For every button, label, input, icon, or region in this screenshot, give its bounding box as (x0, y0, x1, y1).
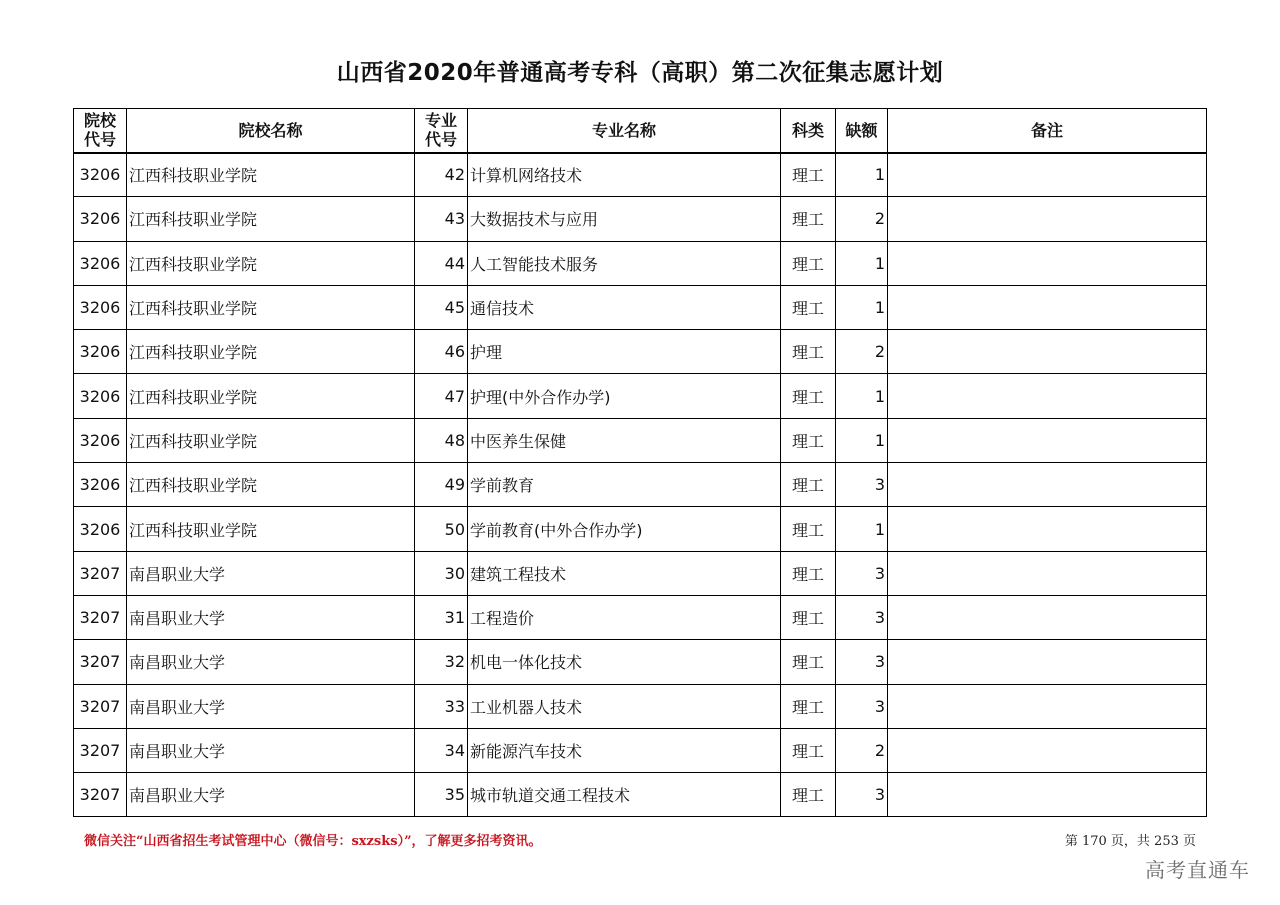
cell-school-name: 南昌职业大学 (127, 551, 415, 595)
cell-category: 理工 (781, 551, 836, 595)
cell-school-code: 3207 (74, 773, 127, 817)
cell-major-code: 50 (415, 507, 468, 551)
cell-remarks (888, 285, 1207, 329)
cell-school-name: 江西科技职业学院 (127, 463, 415, 507)
cell-major-name: 新能源汽车技术 (468, 728, 781, 772)
cell-remarks (888, 153, 1207, 197)
cell-quota: 1 (836, 418, 888, 462)
cell-major-name: 机电一体化技术 (468, 640, 781, 684)
cell-remarks (888, 330, 1207, 374)
cell-school-code: 3206 (74, 153, 127, 197)
cell-major-code: 48 (415, 418, 468, 462)
cell-major-name: 城市轨道交通工程技术 (468, 773, 781, 817)
cell-remarks (888, 418, 1207, 462)
cell-quota: 3 (836, 595, 888, 639)
cell-remarks (888, 773, 1207, 817)
cell-category: 理工 (781, 507, 836, 551)
table-row (74, 153, 1207, 197)
table-row (74, 241, 1207, 285)
cell-quota: 2 (836, 728, 888, 772)
cell-category: 理工 (781, 463, 836, 507)
cell-school-name: 南昌职业大学 (127, 773, 415, 817)
cell-remarks (888, 684, 1207, 728)
cell-major-name: 护理 (468, 330, 781, 374)
table-row (74, 285, 1207, 329)
watermark-text: 高考直通车 (1145, 858, 1250, 882)
table-row (74, 418, 1207, 462)
cell-major-name: 工业机器人技术 (468, 684, 781, 728)
cell-category: 理工 (781, 684, 836, 728)
cell-quota: 3 (836, 773, 888, 817)
cell-school-name: 江西科技职业学院 (127, 241, 415, 285)
cell-school-name: 江西科技职业学院 (127, 197, 415, 241)
cell-school-code: 3207 (74, 551, 127, 595)
table-row (74, 728, 1207, 772)
cell-quota: 2 (836, 197, 888, 241)
cell-quota: 1 (836, 285, 888, 329)
cell-major-code: 47 (415, 374, 468, 418)
cell-school-code: 3206 (74, 463, 127, 507)
cell-major-name: 工程造价 (468, 595, 781, 639)
cell-school-code: 3206 (74, 285, 127, 329)
header-major-name: 专业名称 (468, 109, 781, 153)
table-body (74, 153, 1207, 817)
cell-major-name: 学前教育(中外合作办学) (468, 507, 781, 551)
cell-remarks (888, 640, 1207, 684)
cell-school-code: 3206 (74, 197, 127, 241)
table-row (74, 773, 1207, 817)
cell-major-code: 43 (415, 197, 468, 241)
cell-major-code: 35 (415, 773, 468, 817)
table-row (74, 551, 1207, 595)
page-title: 山西省2020年普通高考专科（高职）第二次征集志愿计划 (336, 60, 944, 86)
cell-category: 理工 (781, 640, 836, 684)
cell-major-name: 学前教育 (468, 463, 781, 507)
cell-school-name: 江西科技职业学院 (127, 330, 415, 374)
table-header-row (74, 109, 1207, 153)
cell-school-name: 南昌职业大学 (127, 640, 415, 684)
header-major-code-line2: 代号 (424, 130, 457, 150)
cell-major-name: 中医养生保健 (468, 418, 781, 462)
cell-category: 理工 (781, 285, 836, 329)
cell-quota: 3 (836, 684, 888, 728)
cell-school-code: 3206 (74, 241, 127, 285)
cell-remarks (888, 507, 1207, 551)
cell-major-code: 49 (415, 463, 468, 507)
page-number: 第 170 页，共 253 页 (1064, 834, 1196, 849)
cell-quota: 3 (836, 551, 888, 595)
cell-category: 理工 (781, 197, 836, 241)
header-major-code-line1: 专业 (424, 111, 457, 131)
header-school-code (74, 109, 127, 153)
cell-remarks (888, 374, 1207, 418)
cell-remarks (888, 463, 1207, 507)
cell-major-code: 46 (415, 330, 468, 374)
table-row (74, 330, 1207, 374)
cell-category: 理工 (781, 330, 836, 374)
table-row (74, 463, 1207, 507)
wechat-follow-note: 微信关注“山西省招生考试管理中心（微信号：sxzsks）”，了解更多招考资讯。 (84, 834, 542, 849)
cell-quota: 3 (836, 463, 888, 507)
cell-major-name: 人工智能技术服务 (468, 241, 781, 285)
cell-major-name: 大数据技术与应用 (468, 197, 781, 241)
cell-category: 理工 (781, 153, 836, 197)
cell-school-code: 3206 (74, 418, 127, 462)
cell-major-code: 45 (415, 285, 468, 329)
cell-quota: 1 (836, 241, 888, 285)
cell-remarks (888, 595, 1207, 639)
table-row (74, 640, 1207, 684)
cell-major-code: 33 (415, 684, 468, 728)
cell-remarks (888, 197, 1207, 241)
cell-school-name: 江西科技职业学院 (127, 507, 415, 551)
header-school-code-line1: 院校 (83, 111, 116, 131)
cell-school-code: 3206 (74, 507, 127, 551)
cell-quota: 3 (836, 640, 888, 684)
cell-school-code: 3207 (74, 684, 127, 728)
cell-remarks (888, 241, 1207, 285)
header-major-code (415, 109, 468, 153)
cell-major-code: 42 (415, 153, 468, 197)
cell-quota: 2 (836, 330, 888, 374)
header-school-code-line2: 代号 (83, 130, 116, 150)
cell-quota: 1 (836, 153, 888, 197)
cell-school-code: 3206 (74, 374, 127, 418)
table-row (74, 374, 1207, 418)
header-quota: 缺额 (836, 109, 888, 153)
cell-school-name: 江西科技职业学院 (127, 374, 415, 418)
header-school-name: 院校名称 (127, 109, 415, 153)
cell-school-code: 3207 (74, 728, 127, 772)
cell-category: 理工 (781, 241, 836, 285)
enrollment-plan-table (73, 108, 1207, 817)
cell-school-code: 3206 (74, 330, 127, 374)
header-remarks: 备注 (888, 109, 1207, 153)
header-category: 科类 (781, 109, 836, 153)
cell-major-code: 32 (415, 640, 468, 684)
cell-school-name: 南昌职业大学 (127, 595, 415, 639)
cell-major-code: 34 (415, 728, 468, 772)
cell-major-code: 44 (415, 241, 468, 285)
cell-remarks (888, 728, 1207, 772)
cell-school-name: 江西科技职业学院 (127, 285, 415, 329)
cell-major-name: 护理(中外合作办学) (468, 374, 781, 418)
table-row (74, 197, 1207, 241)
cell-category: 理工 (781, 374, 836, 418)
cell-major-name: 建筑工程技术 (468, 551, 781, 595)
table-row (74, 595, 1207, 639)
cell-quota: 1 (836, 507, 888, 551)
cell-major-name: 通信技术 (468, 285, 781, 329)
cell-major-code: 31 (415, 595, 468, 639)
cell-major-code: 30 (415, 551, 468, 595)
cell-quota: 1 (836, 374, 888, 418)
cell-category: 理工 (781, 418, 836, 462)
cell-category: 理工 (781, 773, 836, 817)
cell-remarks (888, 551, 1207, 595)
cell-school-code: 3207 (74, 595, 127, 639)
cell-school-name: 江西科技职业学院 (127, 418, 415, 462)
table-row (74, 507, 1207, 551)
cell-major-name: 计算机网络技术 (468, 153, 781, 197)
cell-school-code: 3207 (74, 640, 127, 684)
cell-category: 理工 (781, 595, 836, 639)
cell-school-name: 南昌职业大学 (127, 728, 415, 772)
cell-school-name: 江西科技职业学院 (127, 153, 415, 197)
cell-category: 理工 (781, 728, 836, 772)
cell-school-name: 南昌职业大学 (127, 684, 415, 728)
table-row (74, 684, 1207, 728)
